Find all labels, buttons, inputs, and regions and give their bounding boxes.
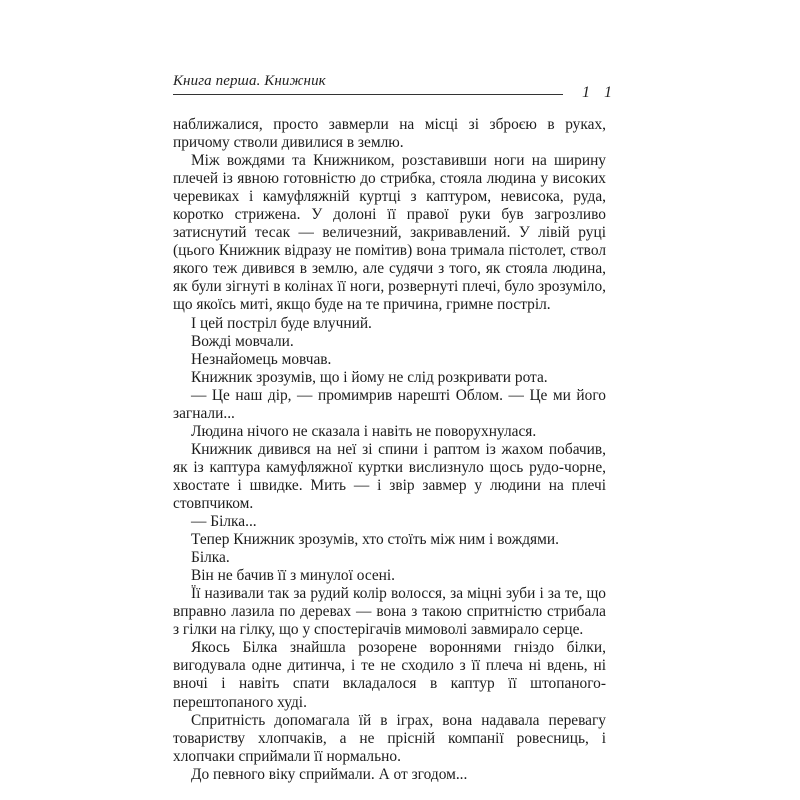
page-number: 1 1 bbox=[582, 84, 617, 101]
paragraph: До певного віку сприймали. А от згодом... bbox=[191, 765, 468, 783]
paragraph: І цей постріл буде влучний. bbox=[191, 314, 372, 332]
paragraph: Незнайомець мовчав. bbox=[191, 350, 332, 368]
paragraph: Її називали так за рудий колір волосся, за міцні зуби і за те, що вправно лазила по деревах — вона з такою спритністю стрибала з гілки на гілку, що у спостерігачів мимоволі завмирало серце. bbox=[173, 585, 606, 639]
header-rule bbox=[173, 94, 563, 95]
paragraph: Спритність допомагала їй в іграх, вона надавала перевагу товариству хлопчаків, а не прісній компанії ровесниць, і хлопчаки сприймали її нормально. bbox=[173, 711, 606, 765]
paragraph: Білка. bbox=[191, 549, 230, 567]
paragraph: Він не бачив її з минулої осені. bbox=[191, 567, 396, 585]
paragraph: Людина нічого не сказала і навіть не поворухнулася. bbox=[191, 422, 537, 440]
paragraph: — Це наш дір, — промимрив нарешті Облом. — Це ми його загнали... bbox=[173, 386, 606, 422]
paragraph: Між вождями та Книжником, розставивши ноги на ширину плечей із явною готовністю до стрибка, стояла людина у високих черевиках і камуфляжній куртці з каптуром, невисока, руда, коротко стрижена. У долоні її правої руки був загрозливо затиснутий тесак — величезний, закривавлений. У лівій руці (цього Книжник відразу не помітив) вона тримала пістолет, ствол якого теж дивився в землю, але судячи з того, як стояла людина, як були зігнуті в колінах її ноги, розвернуті плечі, було зрозуміло, що якоїсь миті, якщо буде на те причина, гримне постріл. bbox=[173, 152, 606, 314]
paragraph: наближалися, просто завмерли на місці зі зброєю в руках, причому стволи дивилися в землю. bbox=[173, 116, 606, 152]
paragraph: Якось Білка знайшла розорене вороннями гніздо білки, вигодувала одне дитинча, і те не сходило з її плеча ні вдень, ні вночі і навіть спати вкладалося в каптур її штопаного-перештопаного худі. bbox=[173, 639, 606, 711]
paragraph: Вожді мовчали. bbox=[191, 332, 294, 350]
paragraph: Книжник дивився на неї зі спини і раптом із жахом побачив, як із каптура камуфляжної куртки вислизнуло щось рудо-чорне, хвостате і швидке. Мить — і звір завмер у людини на плечі стовпчиком. bbox=[173, 440, 606, 512]
paragraph: — Білка... bbox=[191, 513, 257, 531]
body-text bbox=[173, 116, 606, 784]
running-title: Книга перша. Книжник bbox=[173, 73, 326, 89]
paragraph: Тепер Книжник зрозумів, хто стоїть між ним і вождями. bbox=[191, 531, 559, 549]
paragraph: Книжник зрозумів, що і йому не слід розкривати рота. bbox=[191, 368, 548, 386]
